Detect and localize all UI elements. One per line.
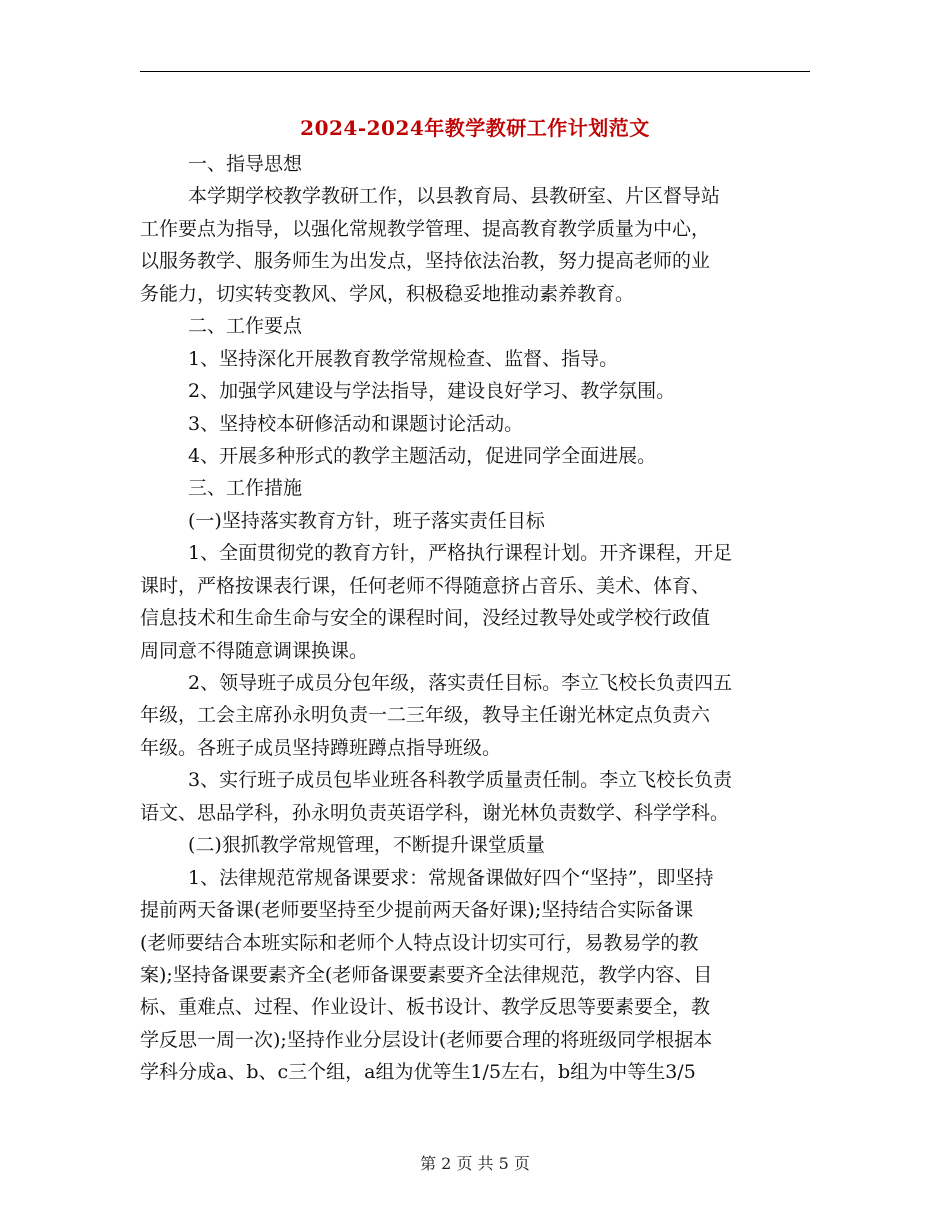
text-line: 信息技术和生命生命与安全的课程时间，没经过教导处或学校行政值 xyxy=(140,607,711,630)
text-line: 务能力，切实转变教风、学风，积极稳妥地推动素养教育。 xyxy=(140,282,635,305)
text-line: 提前两天备课(老师要坚持至少提前两天备好课);坚持结合实际备课 xyxy=(140,899,694,922)
text-line: 以服务教学、服务师生为出发点，坚持依法治教，努力提高老师的业 xyxy=(140,250,711,273)
text-line: 一、指导思想 xyxy=(188,153,303,175)
text-line: 3、坚持校本研修活动和课题讨论活动。 xyxy=(188,412,524,435)
text-line: 1、全面贯彻党的教育方针，严格执行课程计划。开齐课程，开足 xyxy=(188,542,733,565)
text-line: 本学期学校教学教研工作，以县教育局、县教研室、片区督导站 xyxy=(188,185,721,208)
text-line: 2、领导班子成员分包年级，落实责任目标。李立飞校长负责四五 xyxy=(188,672,733,694)
text-line: 3、实行班子成员包毕业班各科教学质量责任制。李立飞校长负责 xyxy=(188,769,733,792)
document-title: 2024-2024年教学教研工作计划范文 xyxy=(300,116,650,140)
text-line: (一)坚持落实教育方针，班子落实责任目标 xyxy=(188,509,545,532)
document-body xyxy=(140,148,810,1089)
text-line: 语文、思品学科，孙永明负责英语学科，谢光林负责数学、科学学科。 xyxy=(140,801,730,824)
text-line: 学反思一周一次);坚持作业分层设计(老师要合理的将班级同学根据本 xyxy=(140,1028,713,1051)
text-line: (老师要结合本班实际和老师个人特点设计切实可行，易教易学的教 xyxy=(140,931,699,954)
text-line: 年级，工会主席孙永明负责一二三年级，教导主任谢光林定点负责六 xyxy=(140,704,711,727)
text-line: 标、重难点、过程、作业设计、板书设计、教学反思等要素要全，教 xyxy=(140,996,711,1019)
text-line: 三、工作措施 xyxy=(188,477,303,500)
text-line: 案);坚持备课要素齐全(老师备课要素要齐全法律规范，教学内容、目 xyxy=(140,963,713,986)
text-line: 1、法律规范常规备课要求：常规备课做好四个“坚持”，即坚持 xyxy=(188,866,714,889)
text-line: 4、开展多种形式的教学主题活动，促进同学全面进展。 xyxy=(188,444,657,467)
text-line: 2、加强学风建设与学法指导，建设良好学习、教学氛围。 xyxy=(188,380,676,403)
text-line: 二、工作要点 xyxy=(188,315,303,338)
header-rule xyxy=(140,71,810,72)
text-line: 课时，严格按课表行课，任何老师不得随意挤占音乐、美术、体育、 xyxy=(140,574,711,597)
text-line: 工作要点为指导，以强化常规教学管理、提高教育教学质量为中心， xyxy=(140,217,711,240)
text-line: 年级。各班子成员坚持蹲班蹲点指导班级。 xyxy=(140,736,502,759)
text-line: 周同意不得随意调课换课。 xyxy=(140,639,369,662)
page-number-footer: 第 2 页 共 5 页 xyxy=(420,1154,530,1173)
text-line: 1、坚持深化开展教育教学常规检查、监督、指导。 xyxy=(188,347,619,370)
text-line: (二)狠抓教学常规管理，不断提升课堂质量 xyxy=(188,834,545,857)
text-line: 学科分成a、b、c三个组，a组为优等生1/5左右，b组为中等生3/5 xyxy=(140,1061,696,1084)
